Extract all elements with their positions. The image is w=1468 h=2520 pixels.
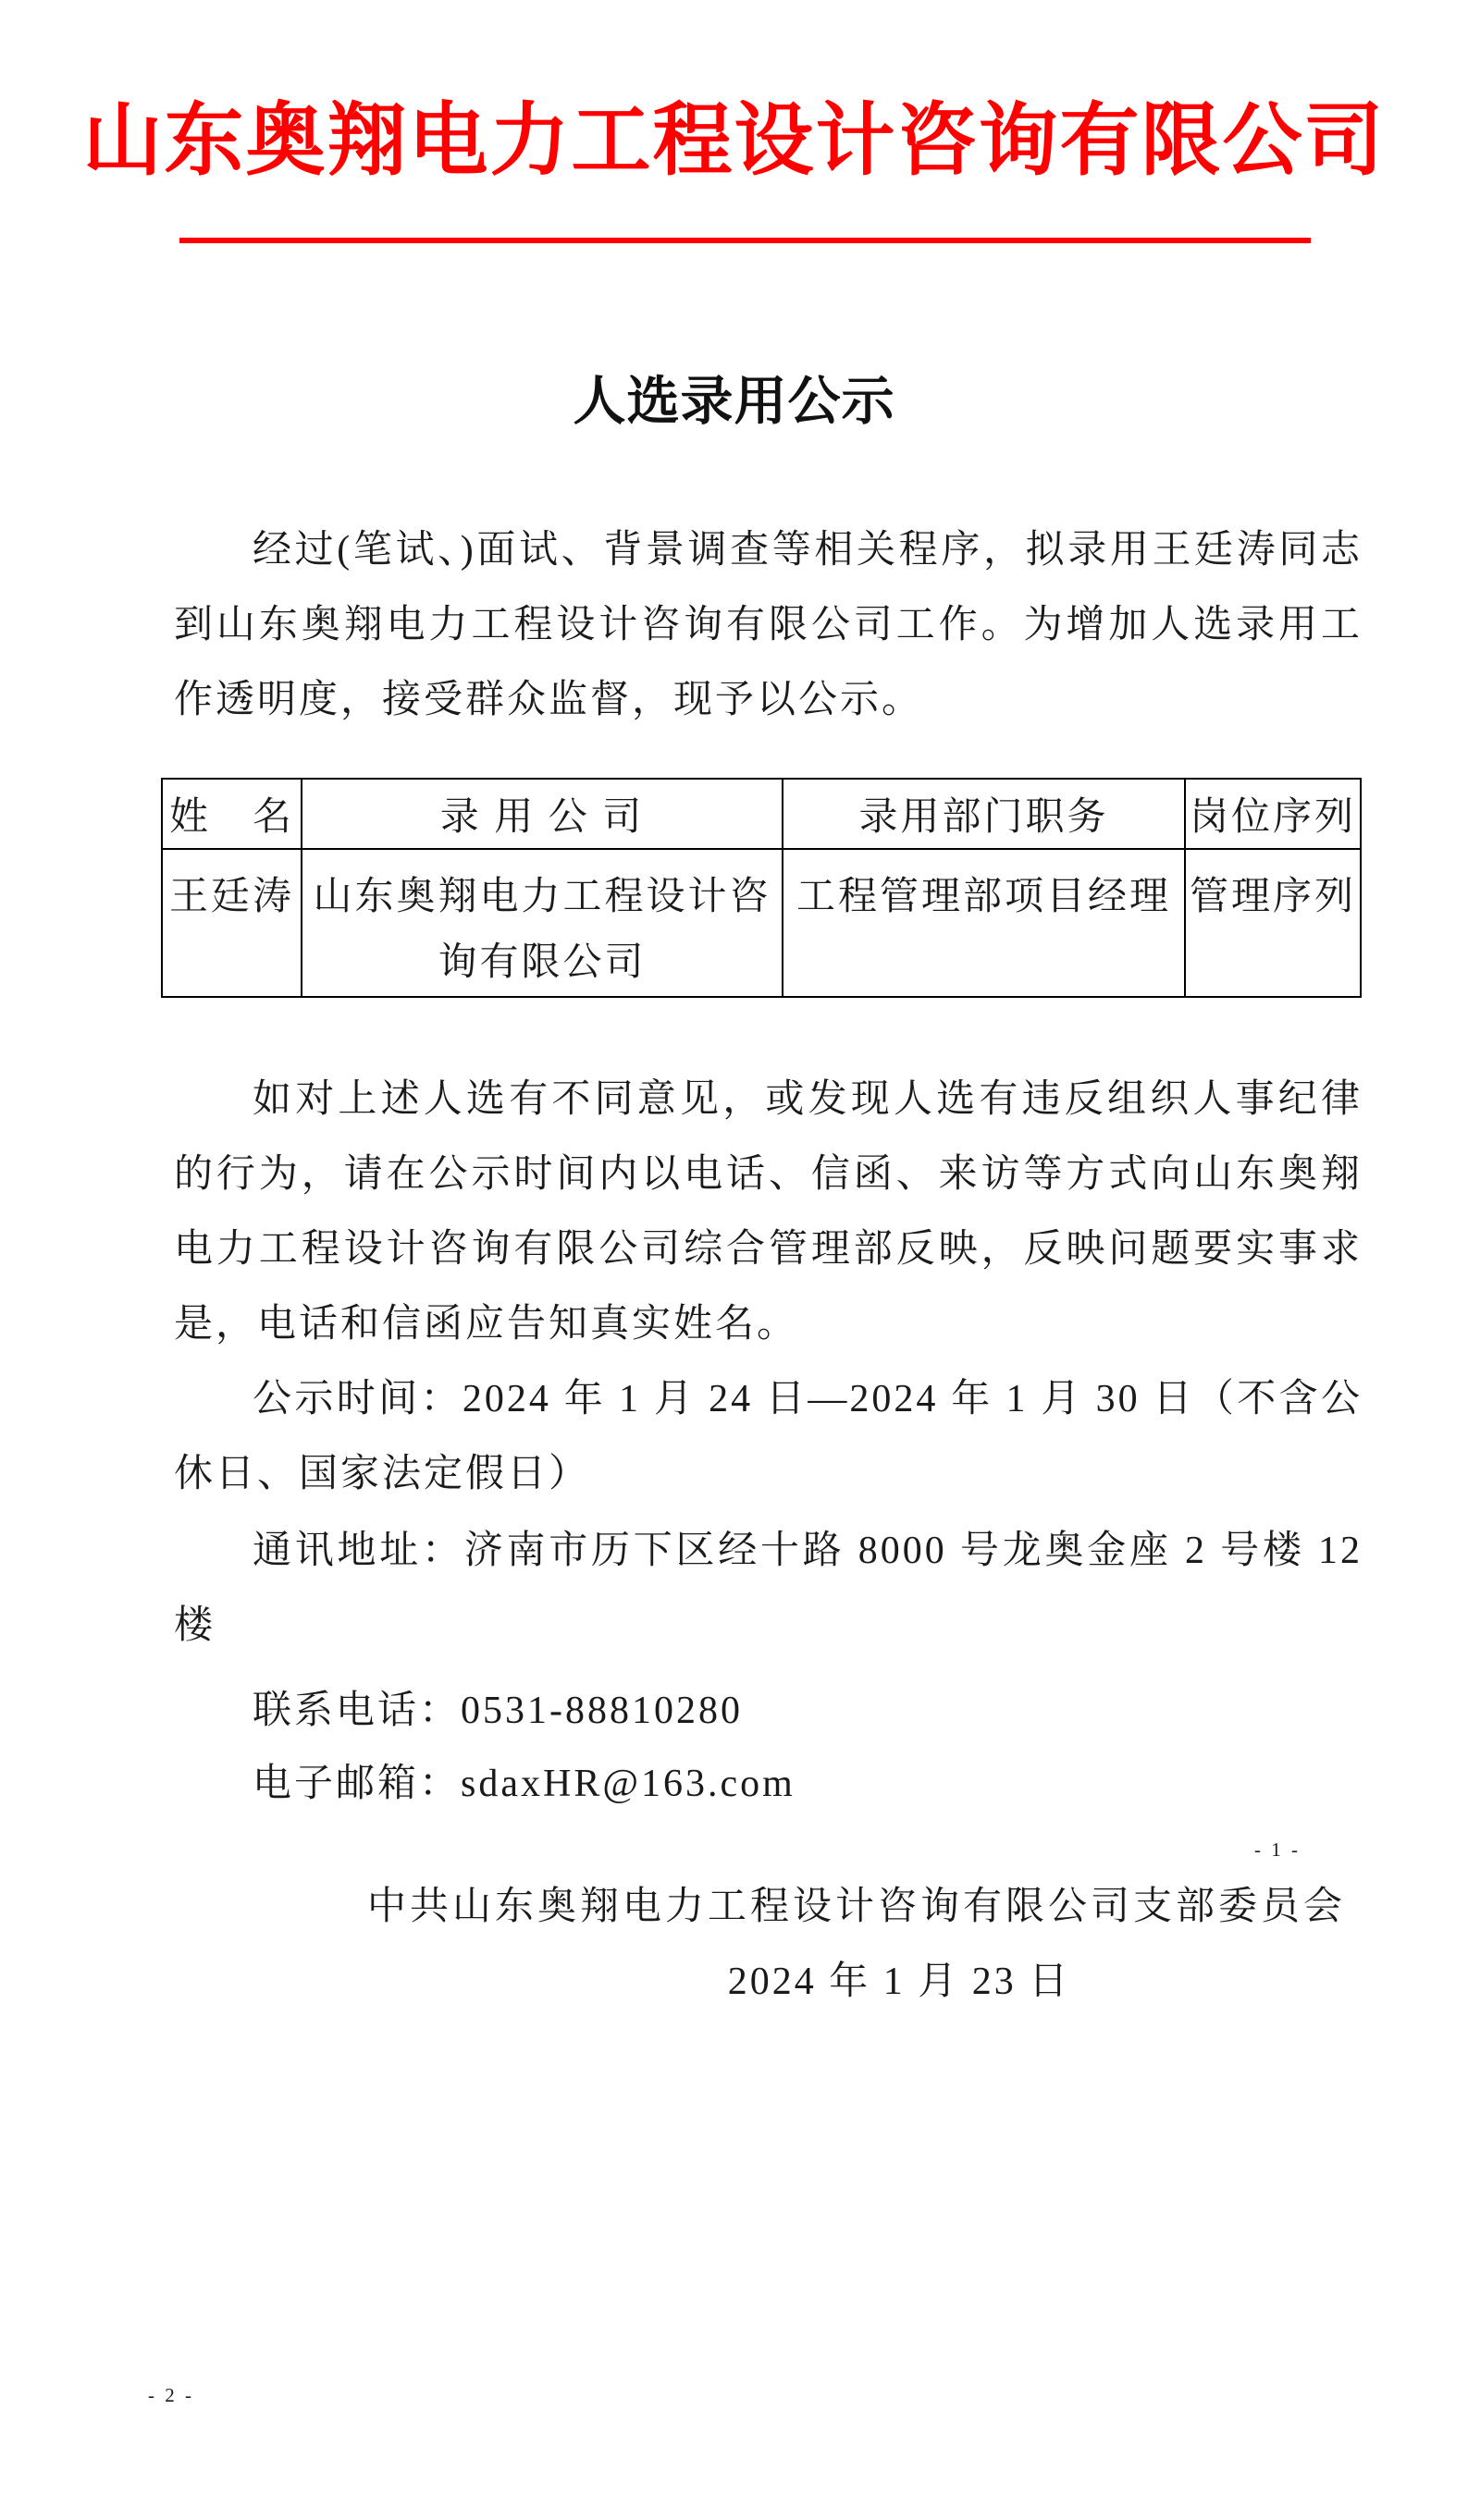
paragraph-intro: 经过(笔试、)面试、背景调查等相关程序，拟录用王廷涛同志到山东奥翔电力工程设计咨询有限公司工作。为增加人选录用工作透明度，接受群众监督，现予以公示。 bbox=[174, 529, 1363, 721]
signature-date: 2024 年 1 月 23 日 bbox=[727, 1961, 1071, 2003]
paragraph-objection: 如对上述人选有不同意见，或发现人选有违反组织人事纪律的行为，请在公示时间内以电话、信函、来访等方式向山东奥翔电力工程设计咨询有限公司综合管理部反映，反映问题要实事求是，电话和信函应告知真实姓名。 bbox=[174, 1078, 1363, 1346]
col-header-company: 录 用 公 司 bbox=[302, 779, 783, 849]
col-header-name: 姓 名 bbox=[162, 779, 302, 849]
company-title: 山东奥翔电力工程设计咨询有限公司 bbox=[82, 96, 1386, 185]
cell-name: 王廷涛 bbox=[162, 849, 302, 997]
cell-sequence: 管理序列 bbox=[1185, 849, 1361, 997]
page-number-1: - 1 - bbox=[1254, 1838, 1301, 1861]
table-header-row bbox=[162, 779, 1361, 849]
signature-line: 中共山东奥翔电力工程设计咨询有限公司支部委员会 bbox=[366, 1886, 1346, 1928]
cell-company: 山东奥翔电力工程设计咨询有限公司 bbox=[302, 849, 783, 997]
col-header-sequence: 岗位序列 bbox=[1185, 779, 1361, 849]
cell-position: 工程管理部项目经理 bbox=[783, 849, 1185, 997]
paragraph-address: 通讯地址：济南市历下区经十路 8000 号龙奥金座 2 号楼 12 楼 bbox=[174, 1530, 1363, 1647]
table-row bbox=[162, 849, 1361, 997]
page-number-2: - 2 - bbox=[148, 2384, 194, 2406]
col-header-position: 录用部门职务 bbox=[783, 779, 1185, 849]
hire-table bbox=[161, 778, 1362, 998]
paragraph-email: 电子邮箱：sdaxHR@163.com bbox=[253, 1763, 796, 1805]
paragraph-phone: 联系电话：0531-88810280 bbox=[253, 1690, 743, 1732]
red-divider-line bbox=[179, 238, 1311, 243]
paragraph-publicity-period: 公示时间：2024 年 1 月 24 日—2024 年 1 月 30 日（不含公休日、国家法定假日） bbox=[174, 1378, 1363, 1495]
doc-title: 人选录用公示 bbox=[573, 373, 895, 431]
